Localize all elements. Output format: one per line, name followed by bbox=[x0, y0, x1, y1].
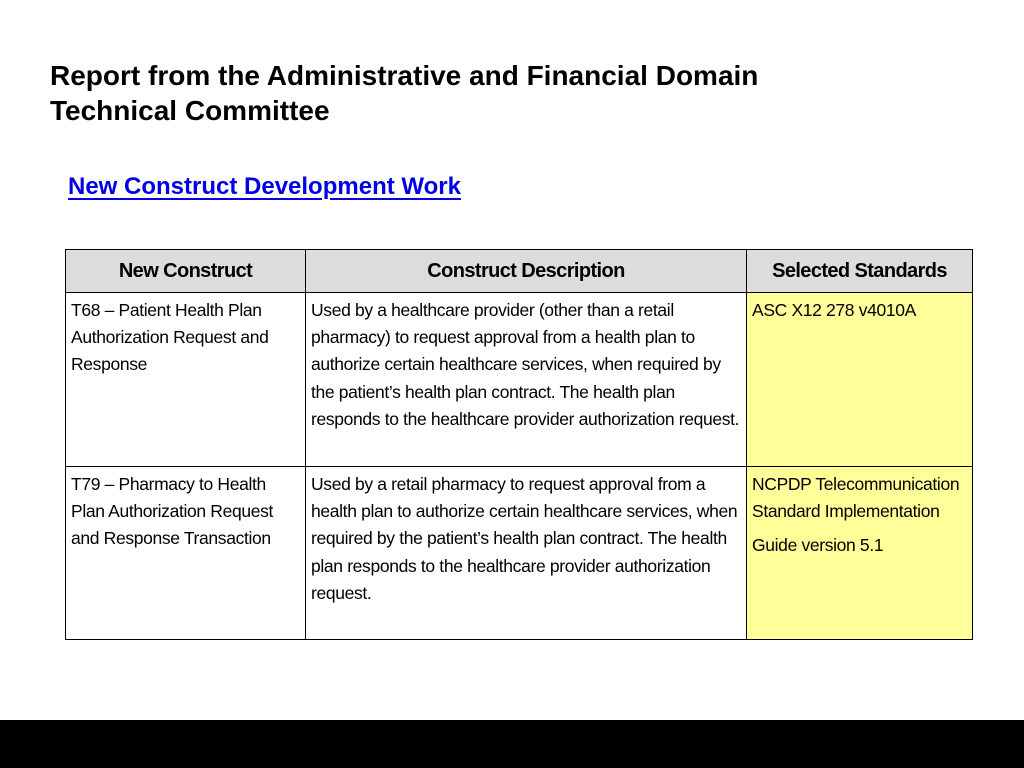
standards-cell bbox=[747, 293, 973, 467]
section-heading-link[interactable]: New Construct Development Work bbox=[68, 173, 461, 200]
construct-cell: T68 – Patient Health Plan Authorization Request and Response bbox=[66, 293, 306, 467]
description-cell: Used by a healthcare provider (other than a retail pharmacy) to request approval from a health plan to authorize certain healthcare services, when required by the patient’s health plan contract. The health plan responds to the healthcare provider authorization request. bbox=[306, 293, 747, 467]
table-row bbox=[66, 293, 973, 467]
standard-name: ASC X12 278 v4010A bbox=[752, 300, 916, 320]
bottom-bar bbox=[0, 720, 1024, 768]
slide-title: Report from the Administrative and Financial Domain Technical Committee bbox=[50, 60, 759, 126]
description-cell: Used by a retail pharmacy to request approval from a health plan to authorize certain healthcare services, when required by the patient’s health plan contract. The health plan responds to the healthcare provider authorization request. bbox=[306, 467, 747, 640]
standards-cell bbox=[747, 467, 973, 640]
standard-version: Guide version 5.1 bbox=[752, 535, 884, 556]
standard-name: NCPDP Telecommunication Standard Implementation bbox=[752, 474, 960, 522]
column-header-new-construct: New Construct bbox=[66, 250, 306, 293]
construct-table bbox=[65, 249, 973, 640]
column-header-selected-standards: Selected Standards bbox=[747, 250, 973, 293]
table-row bbox=[66, 467, 973, 640]
column-header-construct-description: Construct Description bbox=[306, 250, 747, 293]
construct-cell: T79 – Pharmacy to Health Plan Authorization Request and Response Transaction bbox=[66, 467, 306, 640]
table-header-row bbox=[66, 250, 973, 293]
